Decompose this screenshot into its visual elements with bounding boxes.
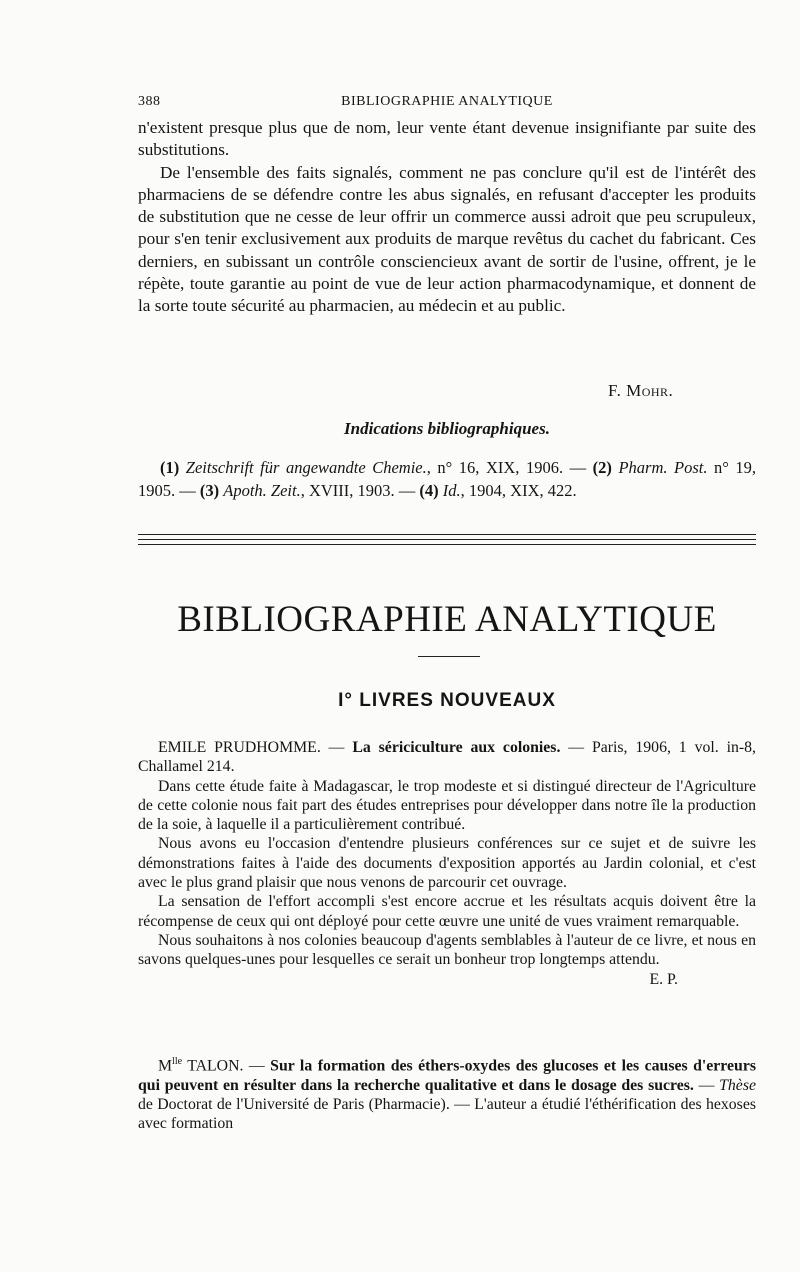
section-title: BIBLIOGRAPHIE ANALYTIQUE [177,599,717,640]
entry-heading: EMILE PRUDHOMME. — La sériciculture aux colonies. — Paris, 1906, 1 vol. in-8, Challamel 214. [138,739,756,776]
entry-paragraph: La sensation de l'effort accompli s'est encore accrue et les résultats acquis doivent être la récompense de ceux qui ont déployé pour cette œuvre une unité de vues vraiment remarquable. [138,893,756,930]
article-text [138,117,756,318]
entry-signature: E. P. [649,970,678,988]
section-subtitle: I° LIVRES NOUVEAUX [338,690,556,711]
divider-rule [138,539,756,540]
book-entry [138,738,756,989]
article-paragraph: De l'ensemble des faits signalés, comment ne pas conclure qu'il est de l'intérêt des pharmaciens de se défendre contre les abus signalés, en refusant d'accepter les produits de substitution que ne cesse de leur offrir un commerce aussi adroit que peu scrupuleux, pour s'en tenir exclusivement aux produits de marque revêtus du cachet du fabricant. Ces derniers, en subissant un contrôle consciencieux avant de sortir de l'usine, offrent, je le répète, toute garantie au point de vue de leur action pharmacodynamique, et donnent de la sorte toute sécurité au pharmacien, au médecin et au public. [138,162,756,316]
book-entry [138,1052,756,1133]
article-paragraph: n'existent presque plus que de nom, leur vente étant devenue insignifiante par suite des substitutions. [138,118,756,160]
divider-rule [138,544,756,545]
indications-title: Indications bibliographiques. [344,419,550,438]
running-title: BIBLIOGRAPHIE ANALYTIQUE [341,94,553,109]
page [138,0,756,1272]
entry-heading: $M^{lle}$ TALON. — Sur la formation des éthers-oxydes des glucoses et les causes d'erreurs qui peuvent en résulter dans la recherche qualitative et dans le dosage des sucres. — Thèse de Doctorat de l'Université de Paris (Pharmacie). — L'auteur a étudié l'éthérification des hexoses avec formation [138,1056,756,1133]
article-signature: F. Mohr. [608,381,674,400]
entry-paragraph: Nous souhaitons à nos colonies beaucoup d'agents semblables à l'auteur de ce livre, et nous en savons quelques-unes pour lesquelles ce serait un bonheur trop longtemps attendu. E. P. [138,931,756,988]
references: (1) Zeitschrift für angewandte Chemie., n° 16, XIX, 1906. — (2) Pharm. Post. n° 19, 1905. — (3) Apoth. Zeit., XVIII, 1903. — (4) Id., 1904, XIX, 422. [138,458,757,500]
title-underline [418,656,480,657]
divider-rule [138,534,756,535]
entry-paragraph: Nous avons eu l'occasion d'entendre plusieurs conférences sur ce sujet et de suivre les démonstrations faites à l'aide des documents d'exposition apportés au Jardin colonial, et c'est avec le plus grand plaisir que nous venons de parcourir cet ouvrage. [138,835,756,892]
entry-paragraph: Dans cette étude faite à Madagascar, le trop modeste et si distingué directeur de l'Agriculture de cette colonie nous fait part des études entreprises pour développer dans notre île la production de la soie, à laquelle il a particulièrement contribué. [138,777,756,834]
page-number: 388 [138,94,161,109]
